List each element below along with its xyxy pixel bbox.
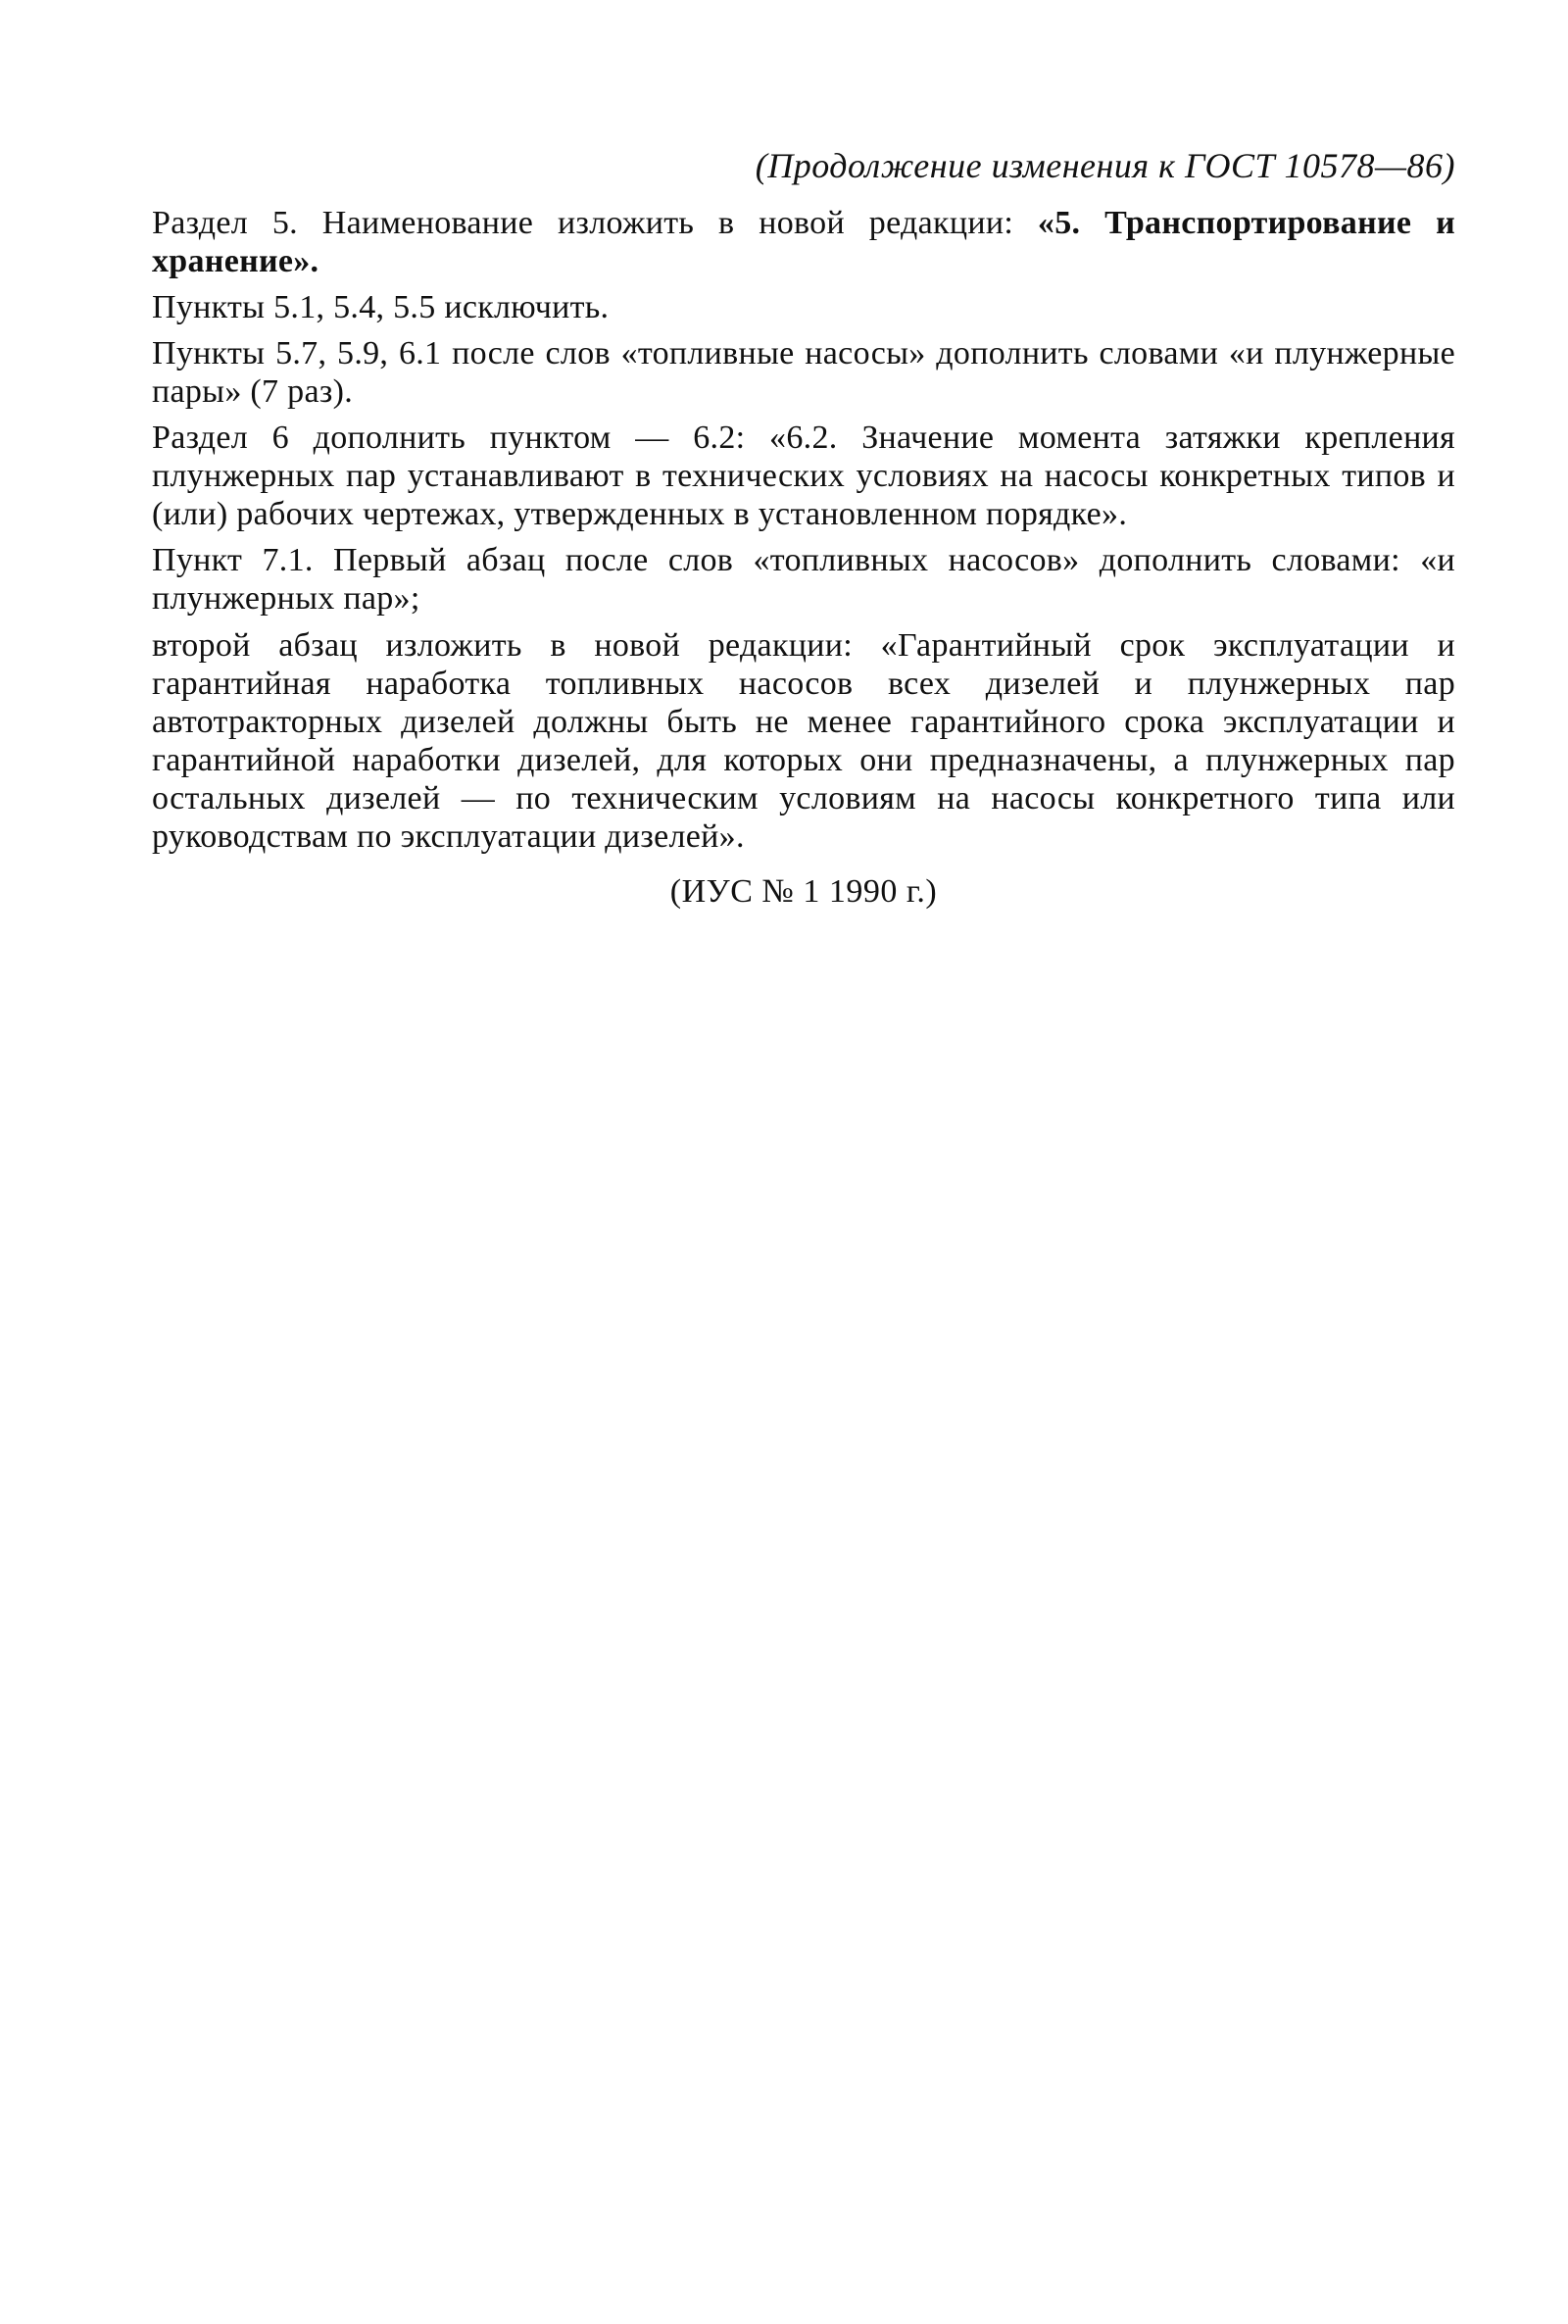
paragraph-items-excluded	[152, 288, 1455, 326]
paragraph-text: Пункты 5.7, 5.9, 6.1 после слов «топливные насосы» дополнить словами «и плунжерные пары» (7 раз).	[152, 334, 1455, 410]
paragraph-text: Раздел 5. Наименование изложить в новой редакции:	[152, 204, 1038, 241]
document-page	[152, 147, 1455, 911]
paragraph-section-6	[152, 419, 1455, 533]
paragraph-bold-text: «5. Транспортирование и хранение».	[152, 204, 1456, 279]
paragraph-text: Пункты 5.1, 5.4, 5.5 исключить.	[152, 288, 610, 325]
page-header: (Продолжение изменения к ГОСТ 10578—86)	[755, 146, 1455, 185]
paragraph-section-5	[152, 204, 1455, 280]
paragraph-text: Пункт 7.1. Первый абзац после слов «топливных насосов» дополнить словами: «и плунжерных пар»;	[152, 542, 1455, 618]
paragraph-text: второй абзац изложить в новой редакции: «Гарантийный срок эксплуатации и гарантийная наработка топливных насосов всех дизелей и плунжерных пар автотракторных дизелей должны быть не менее гарантийного срока эксплуатации и гарантийной наработки дизелей, для которых они предназначены, а плунжерных пар остальных дизелей — по техническим условиям на насосы конкретного типа или руководствам по эксплуатации дизелей».	[152, 626, 1455, 855]
paragraph-items-supplement	[152, 334, 1455, 411]
source-reference: (ИУС № 1 1990 г.)	[669, 873, 938, 911]
paragraph-second-abzac	[152, 626, 1455, 857]
paragraph-text: Раздел 6 дополнить пунктом — 6.2: «6.2. Значение момента затяжки крепления плунжерных пар устанавливают в технических условиях на насосы конкретных типов и (или) рабочих чертежах, утвержденных в установленном порядке».	[152, 420, 1455, 533]
paragraph-item-7-1	[152, 541, 1455, 618]
